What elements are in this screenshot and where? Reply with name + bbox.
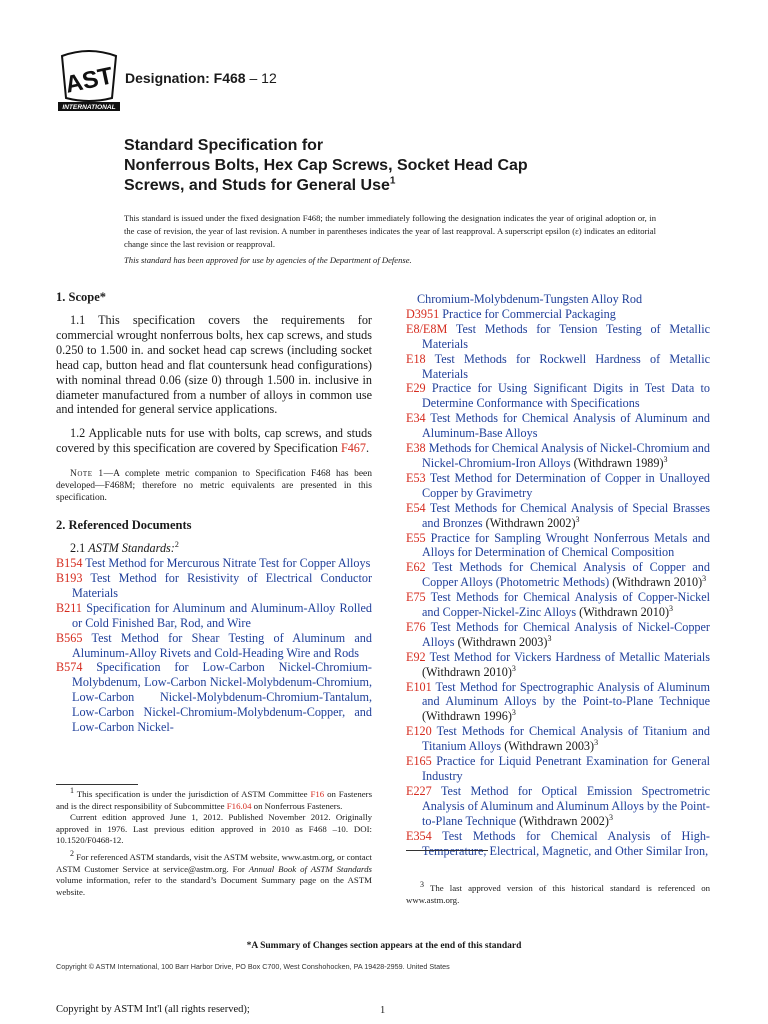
link-f16-04[interactable]: F16.04 bbox=[226, 800, 252, 811]
withdrawn-note: (Withdrawn 1989) bbox=[570, 455, 664, 470]
reference-code-link[interactable]: B574 bbox=[56, 660, 83, 675]
withdrawn-note: (Withdrawn 2010) bbox=[609, 575, 703, 590]
reference-code-link[interactable]: B154 bbox=[56, 556, 83, 571]
reference-item bbox=[406, 411, 710, 441]
reference-item bbox=[406, 590, 710, 620]
reference-code-link[interactable]: E76 bbox=[406, 619, 426, 634]
reference-title: Test Methods for Chemical Analysis of High-Temperature, Electrical, Magnetic, and Other Similar Iron, bbox=[422, 828, 710, 858]
reference-item bbox=[406, 754, 710, 784]
withdrawn-note: (Withdrawn 1996) bbox=[422, 709, 512, 724]
referenced-documents-heading: 2. Referenced Documents bbox=[56, 518, 192, 533]
link-f467[interactable]: F467 bbox=[340, 441, 366, 456]
reference-title: Methods for Chemical Analysis of Nickel-Chromium and Nickel-Chromium-Iron Alloys bbox=[422, 441, 710, 470]
footnote-marker: 3 bbox=[547, 633, 552, 643]
copyright-watermark: Copyright by ASTM Int'l (all rights reserved); bbox=[56, 1004, 250, 1015]
withdrawn-note: (Withdrawn 2010) bbox=[422, 664, 512, 679]
reference-item bbox=[406, 784, 710, 829]
footnote-marker: 3 bbox=[594, 738, 599, 748]
scope-heading: 1. Scope* bbox=[56, 290, 106, 304]
reference-item bbox=[56, 571, 372, 601]
reference-item bbox=[406, 307, 710, 322]
footnote-marker: 3 bbox=[511, 708, 516, 718]
scope-1-1: 1.1 This specification covers the requirements for commercial wrought nonferrous bolts, hex cap screws, and studs 0.250 to 1.500 in. and socket head cap screws (including socket head cap, button head and flat countersunk head configurations) with nominal thread 0.06 (size 0) through 1.500 in. inclusive in diameter manufactured from a number of alloys in common use and intended for general service applications. bbox=[56, 313, 372, 417]
reference-item bbox=[406, 381, 710, 411]
withdrawn-note: (Withdrawn 2002) bbox=[482, 515, 576, 530]
reference-title: Test Method for Determination of Copper in Unalloyed Copper by Gravimetry bbox=[422, 470, 710, 500]
document-title: Standard Specification for Nonferrous Bolts, Hex Cap Screws, Socket Head Cap Screws, and Studs for General Use$^1$ bbox=[124, 137, 528, 194]
reference-code-link[interactable]: B193 bbox=[56, 570, 83, 585]
reference-code-link[interactable]: D3951 bbox=[406, 306, 440, 321]
copyright-line: Copyright © ASTM International, 100 Barr Harbor Drive, PO Box C700, West Conshohocken, PA 19428-2959. United States bbox=[56, 962, 450, 971]
footnote-3: $^3$ The last approved version of this historical standard is referenced on www.astm.org. bbox=[406, 880, 710, 905]
page-number: 1 bbox=[380, 1005, 386, 1016]
reference-item bbox=[406, 441, 710, 471]
svg-text:INTERNATIONAL: INTERNATIONAL bbox=[62, 104, 116, 111]
reference-title: Practice for Commercial Packaging bbox=[439, 306, 616, 321]
reference-code-link[interactable]: E75 bbox=[406, 590, 426, 605]
footnote-rule-right bbox=[406, 850, 488, 851]
reference-code-link[interactable]: E55 bbox=[406, 530, 426, 545]
reference-title: Test Method for Vickers Hardness of Metallic Materials bbox=[425, 649, 710, 664]
reference-item bbox=[406, 501, 710, 531]
reference-code-link[interactable]: E18 bbox=[406, 351, 426, 366]
note-1: Note 1—A complete metric companion to Specification F468 has been developed—F468M; therefore no metric equivalents are presented in this specification. bbox=[56, 469, 372, 504]
reference-title: Test Methods for Chemical Analysis of Copper-Nickel and Copper-Nickel-Zinc Alloys bbox=[422, 590, 710, 620]
b574-continuation: Chromium-Molybdenum-Tungsten Alloy Rod bbox=[417, 292, 643, 306]
withdrawn-note: (Withdrawn 2002) bbox=[516, 813, 609, 828]
reference-code-link[interactable]: E120 bbox=[406, 724, 432, 739]
reference-title: Practice for Liquid Penetrant Examination for General Industry bbox=[422, 754, 710, 783]
withdrawn-note: (Withdrawn 2003) bbox=[501, 739, 595, 754]
reference-item bbox=[406, 680, 710, 725]
footnote-rule-left bbox=[56, 784, 138, 785]
reference-item bbox=[406, 620, 710, 650]
reference-item bbox=[406, 352, 710, 382]
footnote-marker: 3 bbox=[669, 603, 674, 613]
reference-title: Test Method for Optical Emission Spectrometric Analysis of Aluminum and Aluminum Alloys by the Point-to-Plane Technique bbox=[422, 783, 710, 828]
issuance-statement: This standard is issued under the fixed designation F468; the number immediately following the designation indicates the year of original adoption or, in the case of revision, the year of last revision. A number in parentheses indicates the year of last reapproval. A superscript epsilon (ε) indicates an editorial change since the last revision or reapproval. bbox=[124, 213, 656, 249]
reference-title: Practice for Using Significant Digits in Test Data to Determine Conformance with Specifications bbox=[422, 381, 710, 411]
link-f16[interactable]: F16 bbox=[310, 789, 325, 799]
scope-1-2: 1.2 Applicable nuts for use with bolts, cap screws, and studs covered by this specification are covered by Specification F467. bbox=[56, 426, 372, 456]
astm-standards-subheading: 2.1 ASTM Standards:$^2$ bbox=[70, 540, 179, 556]
reference-title: Test Methods for Chemical Analysis of Special Brasses and Bronzes bbox=[422, 500, 710, 530]
reference-title: Test Methods for Chemical Analysis of Nickel-Copper Alloys bbox=[422, 619, 710, 649]
reference-code-link[interactable]: E8/E8M bbox=[406, 321, 448, 336]
reference-item bbox=[56, 631, 372, 661]
reference-title: Test Methods for Rockwell Hardness of Metallic Materials bbox=[422, 351, 710, 381]
reference-title: Test Method for Shear Testing of Aluminum and Aluminum-Alloy Rivets and Cold-Heading Wire and Rods bbox=[72, 630, 372, 660]
footnote-marker: 3 bbox=[702, 574, 707, 584]
dod-approval-note: This standard has been approved for use by agencies of the Department of Defense. bbox=[124, 255, 412, 265]
reference-code-link[interactable]: E92 bbox=[406, 649, 426, 664]
reference-item bbox=[56, 660, 372, 735]
reference-code-link[interactable]: E165 bbox=[406, 754, 432, 769]
reference-title: Test Methods for Chemical Analysis of Titanium and Titanium Alloys bbox=[422, 724, 710, 754]
reference-title: Practice for Sampling Wrought Nonferrous Metals and Alloys for Determination of Chemical Composition bbox=[422, 530, 710, 560]
reference-title: Test Method for Resistivity of Electrical Conductor Materials bbox=[72, 570, 372, 600]
footnote-marker: 3 bbox=[663, 454, 668, 464]
reference-title: Specification for Low-Carbon Nickel-Chromium-Molybdenum, Low-Carbon Nickel-Molybdenum-Chromium, Low-Carbon Nickel-Molybdenum-Chromium-Tantalum, Low-Carbon Nickel-Chromium-Molybdenum-Copper, and Low-Carbon Nickel- bbox=[72, 660, 372, 735]
reference-title: Test Method for Spectrographic Analysis of Aluminum and Aluminum Alloys by the Point-to-Plane Technique bbox=[422, 679, 710, 709]
reference-code-link[interactable]: E34 bbox=[406, 411, 426, 426]
reference-code-link[interactable]: E101 bbox=[406, 679, 432, 694]
reference-code-link[interactable]: E54 bbox=[406, 500, 426, 515]
astm-logo bbox=[56, 50, 122, 112]
right-column bbox=[406, 292, 710, 858]
footnotes-left bbox=[56, 786, 373, 898]
designation: Designation: F468 – 12 bbox=[125, 70, 277, 86]
reference-item bbox=[56, 556, 372, 571]
reference-title: Test Methods for Chemical Analysis of Copper and Copper Alloys (Photometric Methods) bbox=[422, 560, 710, 590]
withdrawn-note: (Withdrawn 2003) bbox=[454, 634, 548, 649]
reference-item bbox=[406, 322, 710, 352]
reference-title: Test Method for Mercurous Nitrate Test for Copper Alloys bbox=[82, 556, 371, 571]
left-column bbox=[56, 290, 372, 735]
svg-text:AST: AST bbox=[62, 62, 116, 99]
reference-code-link[interactable]: E354 bbox=[406, 828, 432, 843]
footnote-marker: 3 bbox=[575, 514, 580, 524]
reference-item bbox=[406, 829, 710, 859]
reference-item bbox=[406, 650, 710, 680]
footnotes-right bbox=[406, 880, 710, 906]
reference-item bbox=[406, 724, 710, 754]
footnote-2: $^2$ For referenced ASTM standards, visit the ASTM website, www.astm.org, or contact ASTM Customer Service at service@astm.org. For Annual Book of ASTM Standards volume information, refer to the standard’s Document Summary page on the ASTM website. bbox=[56, 849, 372, 897]
reference-item bbox=[56, 601, 372, 631]
reference-title: Test Methods for Tension Testing of Metallic Materials bbox=[422, 321, 710, 351]
footnote-1-edition: Current edition approved June 1, 2012. Published November 2012. Originally approved in 1976. Last previous edition approved in 2010 as F468 –10. DOI: 10.1520/F0468-12. bbox=[56, 812, 372, 846]
summary-of-changes-note: *A Summary of Changes section appears at the end of this standard bbox=[246, 941, 522, 951]
reference-code-link[interactable]: E53 bbox=[406, 470, 426, 485]
reference-code-link[interactable]: B565 bbox=[56, 630, 83, 645]
footnote-marker: 3 bbox=[608, 812, 613, 822]
reference-code-link[interactable]: B211 bbox=[56, 600, 82, 615]
footnote-marker: 3 bbox=[511, 663, 516, 673]
footnote-1: $^1$ This specification is under the jurisdiction of ASTM Committee F16 on Fasteners and is the direct responsibility of Subcommittee F16.04 on Nonferrous Fasteners. bbox=[56, 786, 373, 811]
reference-code-link[interactable]: E29 bbox=[406, 381, 426, 396]
withdrawn-note: (Withdrawn 2010) bbox=[576, 605, 670, 620]
reference-title: Test Methods for Chemical Analysis of Aluminum and Aluminum-Base Alloys bbox=[422, 411, 710, 441]
reference-code-link[interactable]: E38 bbox=[406, 441, 426, 456]
reference-item bbox=[406, 531, 710, 561]
reference-code-link[interactable]: E227 bbox=[406, 783, 432, 798]
reference-item bbox=[406, 471, 710, 501]
reference-item bbox=[406, 560, 710, 590]
reference-code-link[interactable]: E62 bbox=[406, 560, 426, 575]
reference-title: Specification for Aluminum and Aluminum-Alloy Rolled or Cold Finished Bar, Rod, and Wire bbox=[72, 600, 372, 630]
